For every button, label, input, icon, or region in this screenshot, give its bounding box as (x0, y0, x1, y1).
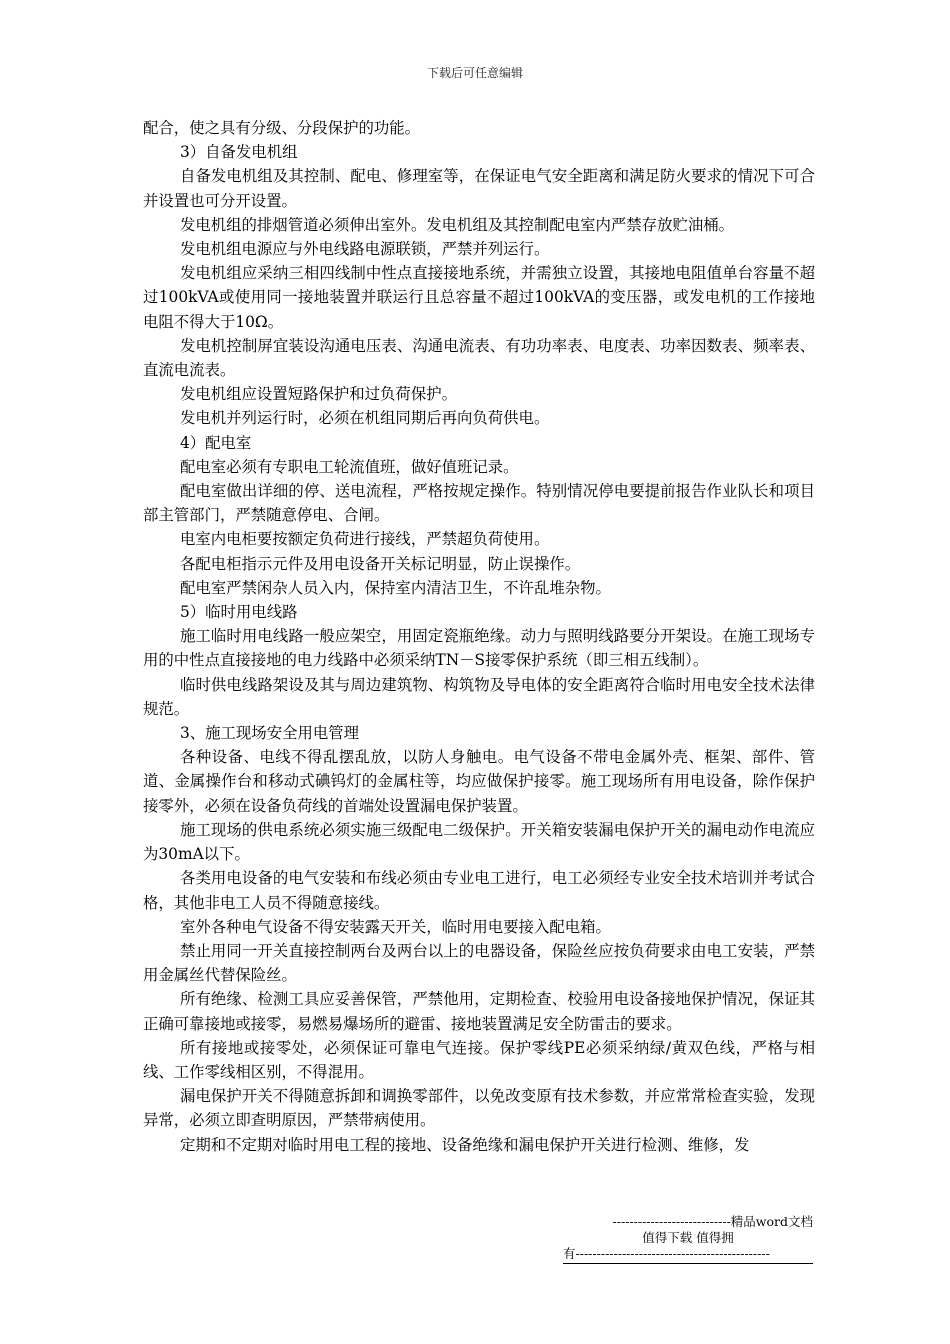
paragraph: 电室内电柜要按额定负荷进行接线，严禁超负荷使用。 (179, 530, 550, 549)
paragraph: 所有绝缘、检测工具应妥善保管，严禁他用，定期检查、校验用电设备接地保护情况，保证其正确可靠接地或接零，易燃易爆场所的避雷、接地装置满足安全防雷击的要求。 (143, 990, 815, 1033)
paragraph: 各种设备、电线不得乱摆乱放，以防人身触电。电气设备不带电金属外壳、框架、部件、管道、金属操作台和移动式碘钨灯的金属柱等，均应做保护接零。施工现场所有用电设备，除作保护接零外，必须在设备负荷线的首端处设置漏电保护装置。 (143, 748, 815, 815)
paragraph: 发电机控制屏宜装设沟通电压表、沟通电流表、有功功率表、电度表、功率因数表、频率表、直流电流表。 (143, 336, 815, 380)
footer-line-2: 值得下载 值得拥 (642, 1230, 734, 1245)
paragraph: 5）临时用电线路 (179, 603, 298, 622)
paragraph: 配电室严禁闲杂人员入内，保持室内清洁卫生，不许乱堆杂物。 (179, 578, 611, 597)
paragraph: 室外各种电气设备不得安装露天开关，临时用电要接入配电箱。 (179, 917, 611, 936)
paragraph: 漏电保护开关不得随意拆卸和调换零部件，以免改变原有技术参数，并应常常检查实验，发现异常，必须立即查明原因，严禁带病使用。 (143, 1087, 815, 1130)
paragraph: 发电机并列运行时，必须在机组同期后再向负荷供电。 (179, 409, 550, 428)
page-header: 下载后可任意编辑 (426, 66, 523, 80)
paragraph: 发电机组应采纳三相四线制中性点直接接地系统，并需独立设置，其接地电阻值单台容量不超过100kVA或使用同一接地装置并联运行且总容量不超过100kVA的变压器，或发电机的工作接地电阻不得大于10Ω。 (143, 264, 815, 331)
paragraph: 定期和不定期对临时用电工程的接地、设备绝缘和漏电保护开关进行检测、维修，发 (179, 1135, 750, 1154)
paragraph: 施工临时用电线路一般应架空，用固定瓷瓶绝缘。动力与照明线路要分开架设。在施工现场专用的中性点直接接地的电力线路中必须采纳TN－S接零保护系统（即三相五线制）。 (143, 627, 815, 670)
paragraph: 3）自备发电机组 (179, 143, 298, 162)
paragraph: 配合，使之具有分级、分段保护的功能。 (143, 119, 421, 137)
paragraph: 所有接地或接零处，必须保证可靠电气连接。保护零线PE必须采纳绿/黄双色线，严格与相线、工作零线相区别，不得混用。 (143, 1038, 815, 1081)
paragraph: 禁止用同一开关直接控制两台及两台以上的电器设备，保险丝应按负荷要求由电工安装，严禁用金属丝代替保险丝。 (143, 941, 815, 985)
paragraph: 发电机组电源应与外电线路电源联锁，严禁并列运行。 (179, 240, 550, 259)
footer-line-1: ----------------------------精品word文档 (612, 1214, 813, 1229)
paragraph: 各配电柜指示元件及用电设备开关标记明显，防止误操作。 (179, 554, 581, 573)
footer-line-3: 有---------------------------------------------- (563, 1246, 813, 1264)
paragraph: 发电机组的排烟管道必须伸出室外。发电机组及其控制配电室内严禁存放贮油桶。 (179, 215, 735, 234)
paragraph: 4）配电室 (179, 433, 252, 452)
paragraph: 自备发电机组及其控制、配电、修理室等，在保证电气安全距离和满足防火要求的情况下可合并设置也可分开设置。 (143, 167, 815, 210)
page-footer (563, 1214, 813, 1264)
paragraph: 临时供电线路架设及其与周边建筑物、构筑物及导电体的安全距离符合临时用电安全技术法律规范。 (143, 675, 815, 718)
paragraph: 配电室做出详细的停、送电流程，严格按规定操作。特别情况停电要提前报告作业队长和项目部主管部门，严禁随意停电、合闸。 (143, 482, 815, 525)
paragraph: 施工现场的供电系统必须实施三级配电二级保护。开关箱安装漏电保护开关的漏电动作电流应为30mA以下。 (143, 820, 815, 864)
document-body (143, 116, 815, 1157)
paragraph: 发电机组应设置短路保护和过负荷保护。 (179, 385, 457, 404)
paragraph: 3、施工现场安全用电管理 (179, 724, 360, 743)
paragraph: 配电室必须有专职电工轮流值班，做好值班记录。 (179, 457, 519, 476)
paragraph: 各类用电设备的电气安装和布线必须由专业电工进行，电工必须经专业安全技术培训并考试合格，其他非电工人员不得随意接线。 (143, 869, 815, 912)
